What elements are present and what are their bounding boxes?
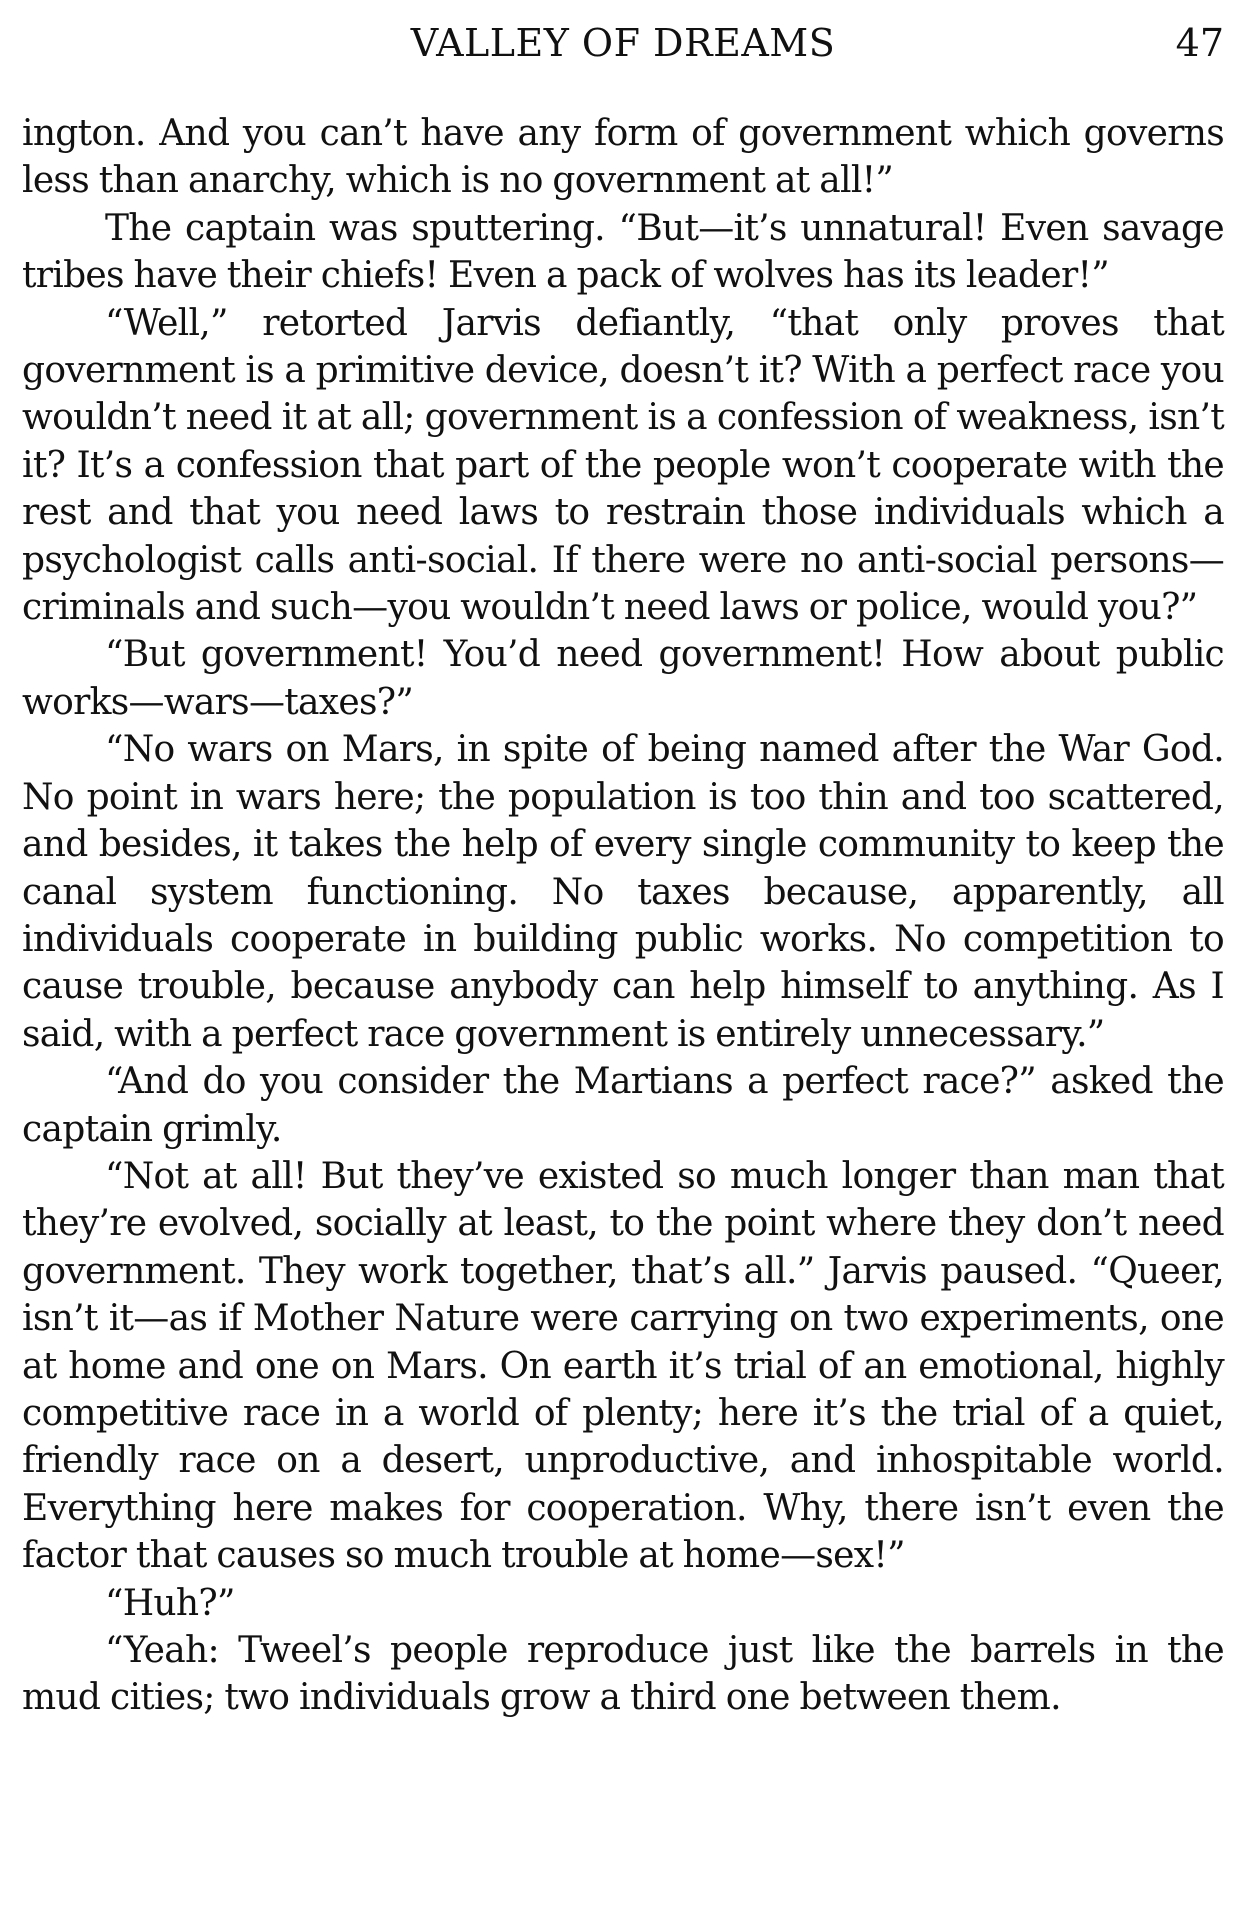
page-number: 47 bbox=[1175, 21, 1224, 65]
paragraph-continuation: ington. And you can’t have any form of government which governs less than anarchy, which is no government at all!” bbox=[22, 113, 1224, 202]
paragraph: “Well,” retorted Jarvis defiantly, “that only proves that government is a primitive device, doesn’t it? With a perfect race you wouldn’t need it at all; government is a confession of weakness, isn’t it? It’s a confession that part of the people won’t cooperate with the rest and that you need laws to restrain those individuals which a psychologist calls anti-social. If there were no anti-social persons—criminals and such—you wouldn’t need laws or police, would you?” bbox=[22, 302, 1224, 629]
paragraph: The captain was sputtering. “But—it’s unnatural! Even savage tribes have their chiefs! Even a pack of wolves has its leader!” bbox=[22, 207, 1224, 297]
paragraph: “And do you consider the Martians a perfect race?” asked the captain grimly. bbox=[22, 1061, 1224, 1150]
paragraph: “Not at all! But they’ve existed so much longer than man that they’re evolved, socially at least, to the point where they don’t need government. They work together, that’s all.” Jarvis paused. “Queer, isn’t it—as if Mother Nature were carrying on two experiments, one at home and one on Mars. On earth it’s trial of an emotional, highly competitive race in a world of plenty; here it’s the trial of a quiet, friendly race on a desert, unproductive, and inhospitable world. Everything here makes for cooperation. Why, there isn’t even the factor that causes so much trouble at home—sex!” bbox=[22, 1155, 1224, 1577]
paragraph: “Yeah: Tweel’s people reproduce just like the barrels in the mud cities; two individuals grow a third one between them. bbox=[22, 1630, 1224, 1719]
running-head bbox=[22, 8, 1224, 78]
paragraph: “Huh?” bbox=[105, 1582, 235, 1624]
paragraph: “No wars on Mars, in spite of being named after the War God. No point in wars here; the population is too thin and too scattered, and besides, it takes the help of every single community to keep the canal system functioning. No taxes because, apparently, all individuals cooperate in building public works. No competition to cause trouble, because anybody can help himself to anything. As I said, with a perfect race government is entirely unnecessary.” bbox=[22, 729, 1224, 1055]
running-title: VALLEY OF DREAMS bbox=[410, 21, 836, 65]
body-text bbox=[22, 110, 1224, 1722]
paragraph: “But government! You’d need government! How about public works—wars—taxes?” bbox=[22, 634, 1224, 723]
